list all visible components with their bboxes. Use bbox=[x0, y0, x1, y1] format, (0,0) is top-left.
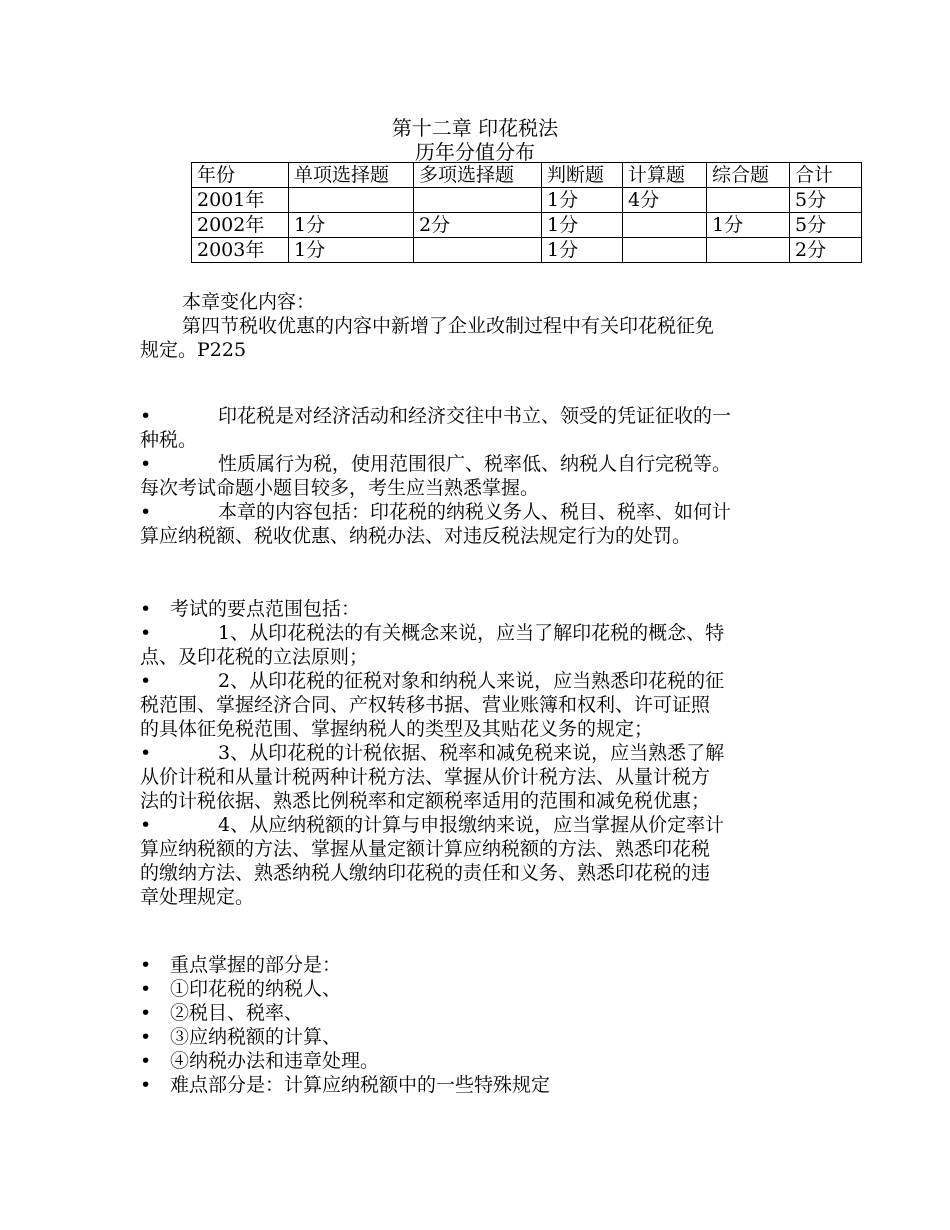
scope-title: • 考试的要点范围包括： bbox=[140, 598, 361, 620]
scope-continuation: 点、及印花税的立法原则； bbox=[140, 646, 369, 668]
bullet-marker: • bbox=[140, 978, 152, 1000]
bullet-continuation: 每次考试命题小题目较多，考生应当熟悉掌握。 bbox=[140, 477, 540, 499]
scope-continuation: 章处理规定。 bbox=[140, 886, 255, 908]
scope-item: • 2、从印花税的征税对象和纳税人来说，应当熟悉印花税的征 bbox=[140, 670, 725, 692]
table-cell: 1分 bbox=[542, 213, 623, 238]
table-cell bbox=[289, 188, 414, 213]
table-cell: 1分 bbox=[542, 188, 623, 213]
table-cell bbox=[414, 238, 542, 263]
scope-section bbox=[140, 597, 820, 909]
header-cell: 年份 bbox=[192, 163, 289, 188]
table-row bbox=[192, 238, 862, 263]
scope-continuation: 的缴纳方法、熟悉纳税人缴纳印花税的责任和义务、熟悉印花税的违 bbox=[140, 862, 711, 884]
changes-line-1: 第四节税收优惠的内容中新增了企业改制过程中有关印花税征免 bbox=[182, 315, 715, 337]
table-cell: 2001年 bbox=[192, 188, 289, 213]
table-cell: 2003年 bbox=[192, 238, 289, 263]
table-cell: 2分 bbox=[414, 213, 542, 238]
table-cell: 5分 bbox=[790, 213, 862, 238]
table-cell: 1分 bbox=[289, 238, 414, 263]
bullet-marker: • bbox=[140, 1050, 152, 1072]
header-cell: 判断题 bbox=[542, 163, 623, 188]
difficulty-item: • 难点部分是：计算应纳税额中的一些特殊规定 bbox=[140, 1074, 551, 1096]
bullet-marker: • bbox=[140, 1002, 152, 1024]
key-point-item: • ④纳税办法和违章处理。 bbox=[140, 1050, 380, 1072]
table-cell: 1分 bbox=[542, 238, 623, 263]
scope-continuation: 法的计税依据、熟悉比例税率和定额税率适用的范围和减免税优惠； bbox=[140, 790, 711, 812]
scope-item: • 3、从印花税的计税依据、税率和减免税来说，应当熟悉了解 bbox=[140, 742, 725, 764]
bullet-marker: • bbox=[140, 598, 152, 620]
distribution-subtitle: 历年分值分布 bbox=[415, 140, 535, 164]
bullet-marker: • bbox=[140, 622, 152, 644]
changes-section bbox=[140, 290, 820, 362]
header-cell: 多项选择题 bbox=[414, 163, 542, 188]
header-cell: 单项选择题 bbox=[289, 163, 414, 188]
bullet-marker: • bbox=[140, 814, 152, 836]
table-cell bbox=[623, 238, 707, 263]
scope-continuation: 从价计税和从量计税两种计税方法、掌握从价计税方法、从量计税方 bbox=[140, 766, 711, 788]
changes-line-2: 规定。P225 bbox=[140, 339, 247, 361]
intro-bullets bbox=[140, 404, 820, 548]
bullet-marker: • bbox=[140, 1026, 152, 1048]
key-point-item: • ③应纳税额的计算、 bbox=[140, 1026, 342, 1048]
table-cell bbox=[623, 213, 707, 238]
bullet-marker: • bbox=[140, 405, 152, 427]
table-cell bbox=[707, 238, 790, 263]
bullet-item bbox=[140, 404, 820, 428]
table-cell: 5分 bbox=[790, 188, 862, 213]
header-cell: 计算题 bbox=[623, 163, 707, 188]
bullet-marker: • bbox=[140, 954, 152, 976]
bullet-item bbox=[140, 452, 820, 476]
chapter-title: 第十二章 印花税法 bbox=[391, 116, 559, 140]
bullet-marker: • bbox=[140, 1074, 152, 1096]
table-header-row bbox=[192, 163, 862, 188]
table-row bbox=[192, 213, 862, 238]
score-distribution-table bbox=[191, 162, 862, 263]
bullet-marker: • bbox=[140, 742, 152, 764]
table-cell: 1分 bbox=[289, 213, 414, 238]
table-cell: 2002年 bbox=[192, 213, 289, 238]
changes-label: 本章变化内容： bbox=[182, 291, 316, 313]
bullet-item bbox=[140, 500, 820, 524]
table-cell bbox=[414, 188, 542, 213]
scope-continuation: 的具体征免税范围、掌握纳税人的类型及其贴花义务的规定； bbox=[140, 718, 654, 740]
table-cell: 4分 bbox=[623, 188, 707, 213]
scope-item: • 4、从应纳税额的计算与申报缴纳来说，应当掌握从价定率计 bbox=[140, 814, 725, 836]
scope-continuation: 税范围、掌握经济合同、产权转移书据、营业账簿和权利、许可证照 bbox=[140, 694, 711, 716]
scope-item: • 1、从印花税法的有关概念来说，应当了解印花税的概念、特 bbox=[140, 622, 725, 644]
table-cell: 2分 bbox=[790, 238, 862, 263]
bullet-continuation: 种税。 bbox=[140, 429, 198, 451]
bullet-continuation: 算应纳税额、税收优惠、纳税办法、对违反税法规定行为的处罚。 bbox=[140, 525, 692, 547]
bullet-marker: • bbox=[140, 501, 152, 523]
bullet-text: 本章的内容包括：印花税的纳税义务人、税目、税率、如何计 bbox=[218, 501, 732, 523]
bullet-text: 印花税是对经济活动和经济交往中书立、领受的凭证征收的一 bbox=[218, 405, 732, 427]
table-cell bbox=[707, 188, 790, 213]
key-points-title: • 重点掌握的部分是： bbox=[140, 954, 342, 976]
key-point-item: • ①印花税的纳税人、 bbox=[140, 978, 342, 1000]
table-cell: 1分 bbox=[707, 213, 790, 238]
bullet-marker: • bbox=[140, 453, 152, 475]
table-row bbox=[192, 188, 862, 213]
bullet-text: 性质属行为税，使用范围很广、税率低、纳税人自行完税等。 bbox=[218, 453, 732, 475]
bullet-marker: • bbox=[140, 670, 152, 692]
key-points-section bbox=[140, 953, 820, 1097]
header-cell: 综合题 bbox=[707, 163, 790, 188]
key-point-item: • ②税目、税率、 bbox=[140, 1002, 304, 1024]
header-cell: 合计 bbox=[790, 163, 862, 188]
scope-continuation: 算应纳税额的方法、掌握从量定额计算应纳税额的方法、熟悉印花税 bbox=[140, 838, 711, 860]
